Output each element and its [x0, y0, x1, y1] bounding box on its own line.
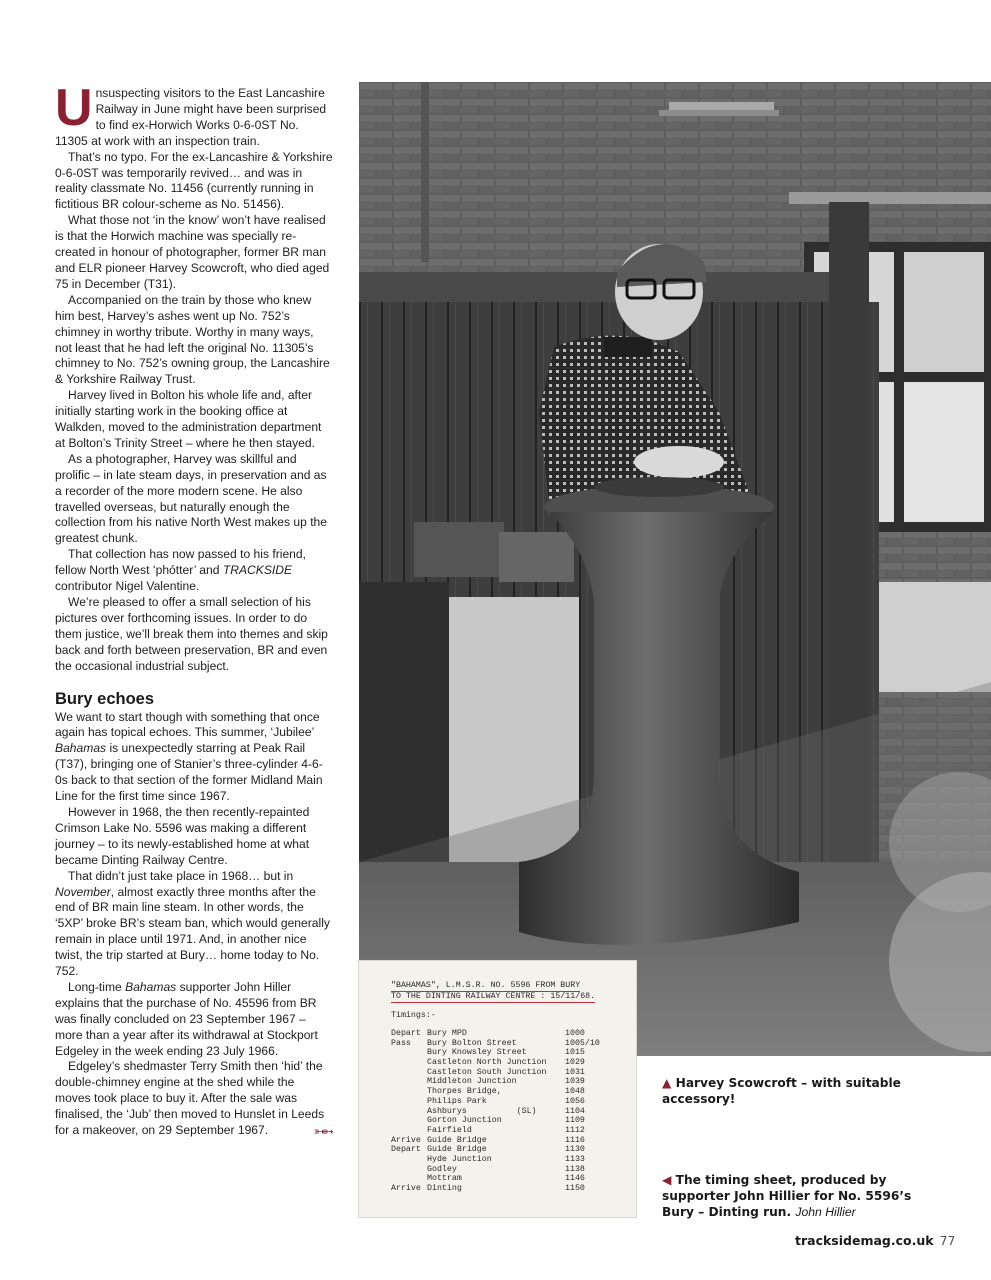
drop-cap: U [55, 79, 93, 137]
timing-sheet-header: "BAHAMAS", L.M.S.R. NO. 5596 FROM BURY TO THE DINTING RAILWAY CENTRE : 15/11/68. [391, 981, 631, 1003]
timing-station: Bury Knowsley Street [427, 1048, 527, 1058]
timing-row [391, 1048, 631, 1058]
timing-station: Guide Bridge [427, 1145, 487, 1155]
timing-action [391, 1155, 427, 1165]
timing-action [391, 1107, 427, 1117]
paragraph: That didn’t just take place in 1968… but in November, almost exactly three months after the end of BR main line steam. In other words, the ‘5XP’ broke BR’s steam ban, which would generally remain in place until 1971. And, in another nice twist, the trip started at Bury… home today to No. 752. [55, 868, 330, 979]
timing-station: Middleton Junction [427, 1077, 517, 1087]
caption-left-arrow-icon: ◀ [662, 1173, 672, 1187]
photo-caption: ▲ Harvey Scowcroft – with suitable accessory! [662, 1076, 901, 1106]
timing-time: 1150 [565, 1184, 585, 1193]
timing-time: 1138 [565, 1164, 585, 1174]
paragraph: That collection has now passed to his friend, fellow North West ‘phótter’ and TRACKSIDE contributor Nigel Valentine. [55, 547, 306, 594]
timing-row [391, 1077, 631, 1087]
timing-time: 1056 [565, 1096, 585, 1106]
timing-sheet-label: Timings:- [391, 1011, 436, 1020]
timing-time: 1039 [565, 1077, 585, 1087]
timing-row [391, 1107, 631, 1117]
paragraph: As a photographer, Harvey was skillful and prolific – in late steam days, in preservation and as a recorder of the more modern scene. He also travelled overseas, but naturally enough the collection from his native North West makes up the greatest chunk. [55, 451, 328, 546]
photo-illustration [359, 82, 991, 1056]
timing-row [391, 1126, 631, 1136]
timing-action: Arrive [391, 1135, 421, 1145]
timing-action: Pass [391, 1038, 411, 1048]
photo-credit: John Hillier [795, 1205, 856, 1219]
paragraph: Edgeley’s shedmaster Terry Smith then ‘hid’ the double-chimney engine at the shed while the moves took place to buy it. After the sale was finalised, the ‘Jub’ then moved to Hunslet in Leeds for a makeover, on 29 September 1967. ➳➳ [55, 1059, 331, 1140]
article-body [55, 79, 333, 1140]
timing-time: 1031 [565, 1067, 585, 1077]
timing-row [391, 1029, 631, 1039]
harvey-scowcroft-photo [359, 82, 991, 1056]
timing-time: 1104 [565, 1106, 585, 1116]
timing-time: 1048 [565, 1087, 585, 1097]
timing-time: 1000 [565, 1029, 585, 1038]
timing-row [391, 1097, 631, 1107]
timing-action [391, 1048, 427, 1058]
timing-action: Depart [391, 1145, 421, 1155]
timing-station: Castleton South Junction [427, 1067, 547, 1077]
timing-action [391, 1097, 427, 1107]
timing-station: Bury Bolton Street [427, 1038, 517, 1048]
end-mark-icon: ➳➳ [313, 1123, 331, 1140]
timing-sheet [359, 961, 636, 1217]
timing-row [391, 1087, 631, 1097]
timing-action [391, 1116, 427, 1126]
timing-row [391, 1068, 631, 1078]
timing-time: 1116 [565, 1135, 585, 1145]
paragraph: However in 1968, the then recently-repainted Crimson Lake No. 5596 was making a different journey – to its newly-established home at what became Dinting Railway Centre. [55, 804, 310, 867]
timing-action [391, 1077, 427, 1087]
timing-sheet-rows [391, 1029, 631, 1194]
timing-station: Thorpes Bridge, [427, 1087, 502, 1097]
timing-station: Philips Park [427, 1096, 487, 1106]
timing-row [391, 1184, 631, 1194]
paragraph: Accompanied on the train by those who knew him best, Harvey’s ashes went up No. 752’s chimney in worthy tribute. Worthy in many ways, not least that he had left the original No. 11305’s chimney to No. 752’s owning group, the Lancashire & Yorkshire Railway Trust. [55, 292, 330, 387]
timing-station: Castleton North Junction [427, 1058, 547, 1068]
timing-time: 1130 [565, 1145, 585, 1155]
timing-row [391, 1058, 631, 1068]
timing-action [391, 1174, 427, 1184]
timing-time: 1109 [565, 1116, 585, 1126]
timing-sheet-caption: ◀ The timing sheet, produced by supporter John Hillier for No. 5596’s Bury – Dinting run. John Hillier [662, 1173, 912, 1219]
timing-time: 1112 [565, 1125, 585, 1135]
timing-time: 1146 [565, 1174, 585, 1184]
timing-row [391, 1116, 631, 1126]
timing-row [391, 1039, 631, 1049]
paragraph: Harvey lived in Bolton his whole life and, after initially starting work in the booking office at Walkden, moved to the administration department at Bolton’s Trinity Street – where he then stayed. [55, 388, 322, 450]
timing-station: Dinting [427, 1184, 462, 1193]
timing-row [391, 1136, 631, 1146]
caption-up-arrow-icon: ▲ [662, 1076, 672, 1090]
timing-station: Hyde Junction [427, 1154, 492, 1164]
timing-action: Arrive [391, 1184, 421, 1193]
paragraph: Long-time Bahamas supporter John Hiller explains that the purchase of No. 45596 from BR was finally concluded on 23 September 1967 – more than a year after its withdrawal at Stockport Edgeley in the week ending 23 July 1966. [55, 979, 318, 1058]
paragraph: We’re pleased to offer a small selection of his pictures over forthcoming issues. In order to do them justice, we’ll break them into themes and skip back and forth between preservation, BR and even the occasional industrial subject. [55, 595, 328, 673]
timing-row [391, 1155, 631, 1165]
timing-row [391, 1174, 631, 1184]
timing-action [391, 1165, 427, 1175]
timing-time: 1005/10 [565, 1038, 600, 1048]
timing-station: Bury MPD [427, 1029, 467, 1038]
page-footer [795, 1233, 955, 1248]
paragraph: That’s no typo. For the ex-Lancashire & Yorkshire 0-6-0ST was temporarily revived… and was in reality classmate No. 11456 (currently running in fictitious BR colour-scheme as No. 51456). [55, 149, 333, 212]
timing-action: Depart [391, 1029, 421, 1038]
paragraph: What those not ‘in the know’ won’t have realised is that the Horwich machine was specially re-created in honour of photographer, former BR man and ELR pioneer Harvey Scowcroft, who died aged 75 in December (T31). [55, 213, 330, 291]
timing-station: Fairfield [427, 1125, 472, 1135]
timing-station: Guide Bridge [427, 1135, 487, 1145]
paragraph: Unsuspecting visitors to the East Lancashire Railway in June might have been surprised to find ex-Horwich Works 0-6-0ST No. 11305 at work with an inspection train. [55, 79, 327, 148]
timing-station: Ashburys (SL) [427, 1106, 537, 1116]
website-link[interactable]: tracksidemag.co.uk [795, 1233, 934, 1248]
timing-row [391, 1145, 631, 1155]
timing-station: Godley [427, 1164, 457, 1174]
timing-station: Gorton Junction [427, 1116, 502, 1126]
timing-action [391, 1126, 427, 1136]
timing-time: 1133 [565, 1154, 585, 1164]
timing-time: 1029 [565, 1058, 585, 1068]
timing-action [391, 1058, 427, 1068]
paragraph: We want to start though with something that once again has topical echoes. This summer, ‘Jubilee’ Bahamas is unexpectedly starring at Peak Rail (T37), bringing one of Stanier’s three-cylinder 4-6-0s back to that section of the former Midland Main Line for the first time since 1967. [55, 709, 323, 804]
timing-action [391, 1087, 427, 1097]
section-heading: Bury echoes [55, 689, 155, 708]
timing-time: 1015 [565, 1048, 585, 1058]
timing-action [391, 1068, 427, 1078]
page-number: 77 [939, 1233, 956, 1248]
timing-station: Mottram [427, 1174, 462, 1184]
timing-row [391, 1165, 631, 1175]
